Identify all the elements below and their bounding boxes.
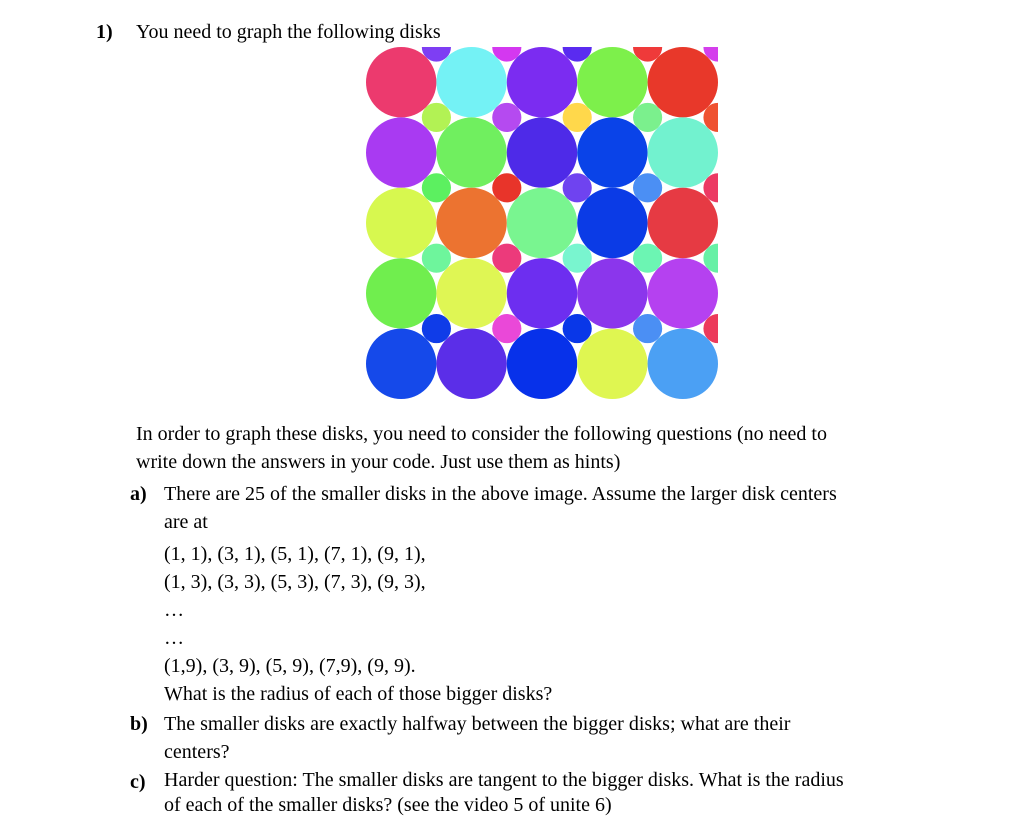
small-disk <box>563 314 592 343</box>
small-disk <box>492 244 521 273</box>
intro-paragraph <box>136 420 936 476</box>
question-c-body <box>164 768 950 818</box>
ellipsis-2: … <box>164 627 184 649</box>
question-a-body <box>164 480 950 708</box>
big-disk <box>648 117 718 187</box>
big-disk <box>436 47 506 117</box>
small-disk <box>422 103 451 132</box>
question-c-label: c) <box>130 771 146 793</box>
big-disk <box>436 329 506 399</box>
big-disk <box>648 258 718 328</box>
big-disk <box>436 258 506 328</box>
big-disk <box>577 117 647 187</box>
big-disk <box>577 258 647 328</box>
disks-graphic <box>366 47 718 399</box>
big-disk <box>648 47 718 117</box>
question-a <box>130 480 950 708</box>
big-disk <box>366 258 436 328</box>
disks-figure <box>366 47 718 399</box>
big-disk <box>507 258 577 328</box>
big-disk <box>648 329 718 399</box>
question-c-line-2: of each of the smaller disks? (see the video 5 of unite 6) <box>164 794 612 816</box>
big-disk <box>577 188 647 258</box>
problem-number: 1) <box>96 21 113 43</box>
centers-row-2: (1, 3), (3, 3), (5, 3), (7, 3), (9, 3), <box>164 571 426 593</box>
small-disk <box>563 103 592 132</box>
question-b-body <box>164 710 950 766</box>
question-a-line-2: are at <box>164 511 208 533</box>
big-disk <box>507 188 577 258</box>
question-c <box>130 768 950 818</box>
question-b-label: b) <box>130 713 148 735</box>
question-b-line-1: The smaller disks are exactly halfway between the bigger disks; what are their <box>164 713 791 735</box>
big-disk <box>577 329 647 399</box>
small-disk <box>422 244 451 273</box>
big-disk <box>507 329 577 399</box>
small-disk <box>492 103 521 132</box>
big-disk <box>507 117 577 187</box>
question-c-line-1: Harder question: The smaller disks are tangent to the bigger disks. What is the radius <box>164 769 844 791</box>
small-disk <box>492 173 521 202</box>
question-b-line-2: centers? <box>164 741 230 763</box>
big-disk <box>366 329 436 399</box>
small-disk <box>633 103 662 132</box>
big-disk <box>577 47 647 117</box>
problem-heading <box>96 18 441 46</box>
big-disk <box>366 47 436 117</box>
small-disk <box>563 244 592 273</box>
small-disk <box>633 244 662 273</box>
intro-line-1: In order to graph these disks, you need to consider the following questions (no need to <box>136 423 827 445</box>
intro-line-2: write down the answers in your code. Just use them as hints) <box>136 451 621 473</box>
big-disk <box>366 188 436 258</box>
small-disk <box>633 314 662 343</box>
centers-row-1: (1, 1), (3, 1), (5, 1), (7, 1), (9, 1), <box>164 543 426 565</box>
big-disk <box>436 188 506 258</box>
small-disk <box>422 173 451 202</box>
problem-title: You need to graph the following disks <box>136 21 441 43</box>
question-b <box>130 710 950 766</box>
small-disk <box>492 314 521 343</box>
question-a-line-1: There are 25 of the smaller disks in the above image. Assume the larger disk centers <box>164 483 837 505</box>
big-disk <box>507 47 577 117</box>
big-disk <box>366 117 436 187</box>
centers-row-last: (1,9), (3, 9), (5, 9), (7,9), (9, 9). <box>164 655 416 677</box>
question-a-question: What is the radius of each of those bigger disks? <box>164 683 553 705</box>
small-disk <box>563 173 592 202</box>
question-a-label: a) <box>130 483 147 505</box>
ellipsis-1: … <box>164 599 184 621</box>
small-disk <box>422 314 451 343</box>
big-disk <box>436 117 506 187</box>
big-disk <box>648 188 718 258</box>
small-disk <box>633 173 662 202</box>
